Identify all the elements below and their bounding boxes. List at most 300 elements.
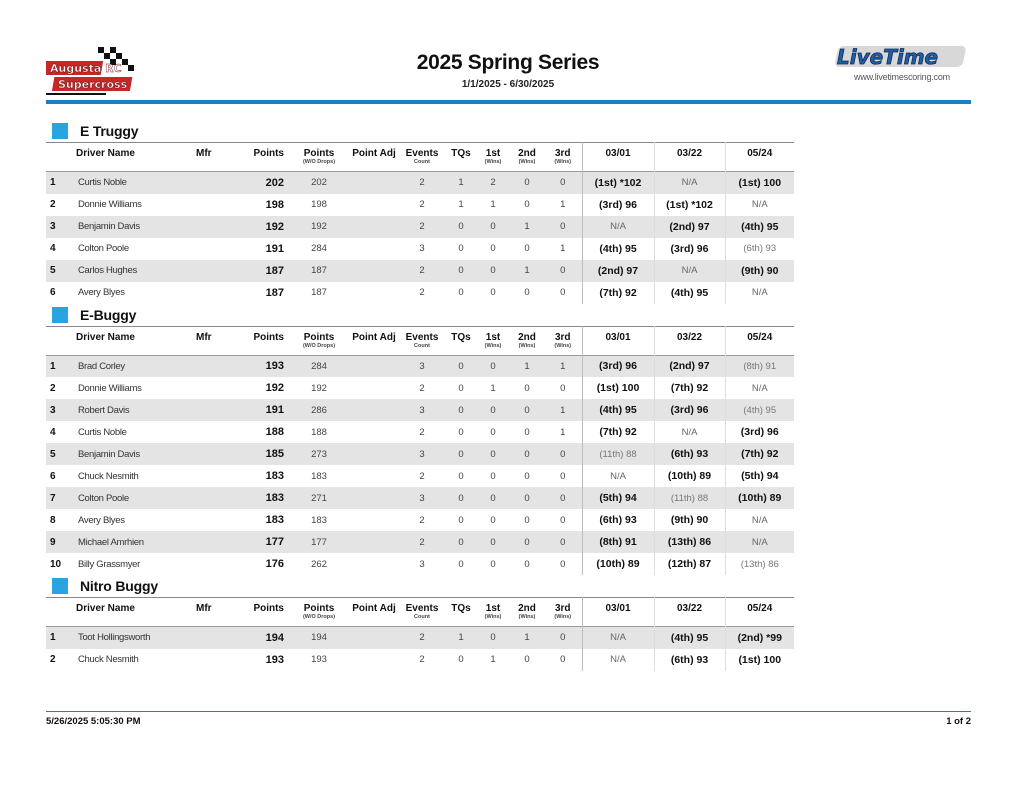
cell-events: 2 [419,470,425,482]
col-header-third-sublabel: (Wins) [554,159,572,165]
cell-second: 0 [524,470,530,482]
cell-mfr [196,399,242,421]
table-row [46,399,794,421]
cell-point-adj [350,194,398,216]
cell-point-adj [350,355,398,377]
cell-race-result: (4th) 95 [725,216,794,238]
page-number: 1 of 2 [946,716,971,727]
cell-points-wo-drops: 187 [288,260,350,282]
cell-second: 0 [524,558,530,570]
cell-points: 176 [265,558,284,570]
cell-mfr [196,649,242,671]
col-header-points-wo-drops [288,143,350,172]
cell-third: 0 [544,172,582,194]
table-header-row [46,326,794,355]
cell-race-result: (3rd) 96 [654,399,725,421]
cell-points-wo-drops: 262 [311,558,327,570]
cell-tqs: 1 [458,199,464,210]
cell-events: 2 [419,426,425,438]
cell-race-result: (5th) 94 [741,470,779,482]
cell-tqs: 0 [458,654,464,665]
cell-first: 2 [476,172,510,194]
class-title: Nitro Buggy [80,578,158,594]
cell-point-adj [350,399,398,421]
cell-race-result: N/A [751,287,768,298]
cell-race-result: (6th) 93 [743,243,777,254]
cell-point-adj [350,377,398,399]
cell-events: 2 [419,287,425,298]
col-header-first [476,143,510,172]
standings-table [46,597,794,671]
table-row [46,355,794,377]
cell-point-adj [350,443,398,465]
cell-first: 0 [476,443,510,465]
col-header-point-adj [350,598,398,627]
report-title: 2025 Spring Series [416,51,600,74]
cell-events: 2 [419,199,425,210]
cell-third: 0 [544,509,582,531]
cell-race-result: (9th) 90 [654,509,725,531]
cell-driver-name: Michael Amrhien [76,531,196,553]
cell-race-result: (4th) 95 [654,627,725,649]
cell-second: 0 [524,243,530,254]
cell-race-result: (6th) 93 [654,649,725,671]
cell-points-wo-drops: 192 [288,216,350,238]
cell-tqs: 0 [446,531,476,553]
cell-points-wo-drops: 183 [311,470,327,482]
cell-position: 4 [50,426,56,438]
cell-point-adj [350,216,398,238]
col-header-events-label: Events [405,148,439,159]
col-header-first-sublabel: (Wins) [484,342,502,349]
col-header-first-label: 1st [485,331,501,343]
report-date-range: 1/1/2025 - 6/30/2025 [461,79,555,90]
cell-race-result: (2nd) 97 [582,260,654,282]
cell-points: 194 [242,627,288,649]
cell-second: 0 [510,443,544,465]
cell-mfr [196,194,242,216]
cell-events: 3 [398,399,446,421]
cell-first: 0 [490,426,496,438]
cell-point-adj [350,627,398,649]
cell-position: 4 [50,243,56,254]
svg-text:Supercross: Supercross [58,78,128,91]
col-header-driver [76,598,196,627]
col-header-driver [76,143,196,172]
cell-race-result: (1st) *102 [582,172,654,194]
col-header-second [510,326,544,355]
col-header-events-label: Events [405,331,439,343]
class-section-header [46,575,796,597]
cell-events: 2 [398,627,446,649]
col-header-third [544,598,582,627]
col-header-second-label: 2nd [518,603,536,614]
col-header-third-label: 3rd [554,148,571,159]
cell-mfr [196,509,242,531]
col-header-events [398,143,446,172]
cell-second: 0 [510,399,544,421]
cell-events: 2 [398,531,446,553]
cell-points: 183 [265,470,284,482]
cell-mfr [196,553,242,575]
cell-race-result: (3rd) 96 [582,355,654,377]
cell-third: 1 [544,355,582,377]
cell-position: 10 [50,558,62,570]
cell-race-result: (8th) 91 [725,355,794,377]
cell-points-wo-drops: 198 [311,199,327,210]
cell-point-adj [350,421,398,443]
cell-points-wo-drops: 271 [288,487,350,509]
col-header-race-date: 05/24 [747,331,773,343]
cell-race-result: N/A [582,649,654,671]
cell-race-result: (1st) 100 [738,653,782,666]
cell-third: 1 [544,421,582,443]
cell-race-result: (2nd) 97 [654,355,725,377]
col-header-race-date: 03/01 [582,143,654,172]
col-header-driver-label: Driver Name [76,148,135,159]
cell-first: 0 [490,287,496,298]
cell-first: 0 [490,470,496,482]
cell-race-result: (11th) 88 [582,443,654,465]
table-row [46,649,794,671]
cell-mfr [196,238,242,260]
cell-tqs: 0 [446,443,476,465]
col-header-points-label: Points [253,148,284,159]
col-header-first-sublabel: (Wins) [484,159,502,165]
cell-race-result: (9th) 90 [725,260,794,282]
cell-tqs: 0 [458,558,464,570]
cell-driver-name: Robert Davis [76,399,196,421]
col-header-point-adj [350,326,398,355]
table-row [46,377,794,399]
col-header-second [510,143,544,172]
cell-mfr [196,282,242,304]
col-header-second-label: 2nd [518,148,536,159]
cell-mfr [196,172,242,194]
col-header-second-sublabel: (Wins) [518,342,536,349]
col-header-race-date: 03/01 [582,598,654,627]
cell-point-adj [350,260,398,282]
cell-race-result: (7th) 92 [582,282,654,304]
cell-race-result: (7th) 92 [582,421,654,443]
cell-events: 3 [398,443,446,465]
cell-first: 1 [490,654,496,665]
col-header-race-date: 03/01 [582,326,654,355]
cell-points-wo-drops: 177 [288,531,350,553]
table-row [46,553,794,575]
cell-race-result: (7th) 92 [725,443,794,465]
cell-second: 0 [524,654,530,665]
cell-points: 187 [265,286,284,299]
cell-events: 2 [419,382,425,394]
cell-points: 177 [242,531,288,553]
col-header-third [544,143,582,172]
col-header-mfr [196,143,242,172]
cell-points-wo-drops: 284 [288,355,350,377]
col-header-points-wo-drops-sublabel: (W/O Drops) [302,614,336,620]
col-header-points-wo-drops [288,598,350,627]
class-section-header [46,304,796,326]
col-header-points-label: Points [253,603,284,614]
cell-tqs: 0 [446,487,476,509]
cell-mfr [196,627,242,649]
col-header-mfr-label: Mfr [196,603,212,614]
cell-tqs: 1 [446,627,476,649]
class-color-marker [52,578,68,594]
col-header-pos [46,598,76,627]
col-header-tqs [446,326,476,355]
col-header-pos [46,326,76,355]
table-row [46,627,794,649]
cell-position: 2 [50,382,56,394]
cell-driver-name: Benjamin Davis [76,443,196,465]
table-row [46,194,794,216]
class-section-header [46,120,796,142]
cell-mfr [196,355,242,377]
cell-position: 3 [46,399,76,421]
col-header-driver [76,326,196,355]
cell-race-result: N/A [751,199,768,210]
cell-position: 8 [50,514,56,526]
col-header-second [510,598,544,627]
cell-position: 1 [46,172,76,194]
cell-driver-name: Chuck Nesmith [78,654,139,665]
cell-position: 6 [50,470,56,482]
cell-position: 6 [50,287,56,298]
cell-position: 5 [46,260,76,282]
col-header-mfr [196,598,242,627]
col-header-events-sublabel: Count [414,342,430,349]
col-header-first-label: 1st [485,148,501,159]
col-header-points [242,598,288,627]
cell-points: 183 [242,487,288,509]
cell-third: 0 [544,260,582,282]
cell-third: 0 [544,443,582,465]
cell-driver-name: Toot Hollingsworth [76,627,196,649]
col-header-points-wo-drops-sublabel: (W/O Drops) [302,159,336,165]
cell-events: 3 [398,487,446,509]
col-header-race-date: 03/22 [654,598,725,627]
col-header-first-label: 1st [485,603,501,614]
cell-events: 2 [419,514,425,526]
print-timestamp: 5/26/2025 5:05:30 PM [46,716,141,727]
cell-race-result: N/A [725,531,794,553]
col-header-third-sublabel: (Wins) [554,614,572,620]
col-header-tqs [446,598,476,627]
col-header-points-wo-drops-label: Points [303,603,335,614]
cell-second: 0 [524,199,530,210]
col-header-points-wo-drops-label: Points [303,148,335,159]
class-title: E Truggy [80,123,139,139]
cell-point-adj [350,509,398,531]
cell-tqs: 1 [446,172,476,194]
cell-tqs: 0 [458,426,464,438]
class-color-marker [52,307,68,323]
cell-driver-name: Colton Poole [78,243,129,254]
col-header-third-sublabel: (Wins) [554,342,572,349]
cell-race-result: (1st) 100 [582,377,654,399]
header-divider [46,100,971,104]
cell-race-result: (3rd) 96 [654,238,725,260]
footer-divider [46,711,971,712]
cell-points-wo-drops: 286 [288,399,350,421]
cell-second: 0 [510,172,544,194]
cell-events: 2 [398,172,446,194]
cell-third: 1 [544,194,582,216]
col-header-points [242,143,288,172]
cell-first: 0 [476,627,510,649]
cell-points-wo-drops: 183 [311,514,327,526]
cell-events: 2 [398,216,446,238]
col-header-mfr-label: Mfr [196,148,212,159]
cell-points-wo-drops: 193 [311,654,327,665]
cell-position: 1 [46,627,76,649]
cell-events: 3 [419,558,425,570]
cell-first: 0 [476,216,510,238]
cell-points: 193 [242,355,288,377]
cell-race-result: (10th) 89 [725,487,794,509]
cell-mfr [196,465,242,487]
cell-driver-name: Avery Blyes [78,287,125,298]
col-header-points-wo-drops-label: Points [303,331,335,343]
col-header-mfr-label: Mfr [196,331,212,343]
cell-race-result: (3rd) 96 [582,194,654,216]
cell-events: 3 [419,243,425,254]
cell-race-result: N/A [751,514,768,526]
cell-tqs: 0 [458,382,464,394]
livetime-brand-icon [833,44,971,70]
col-header-driver-label: Driver Name [76,603,135,614]
cell-tqs: 0 [458,287,464,298]
cell-tqs: 0 [446,260,476,282]
svg-text:LiveTime: LiveTime [837,45,939,69]
cell-race-result: (7th) 92 [654,377,725,399]
cell-driver-name: Colton Poole [76,487,196,509]
cell-race-result: (2nd) *99 [725,627,794,649]
cell-points-wo-drops: 202 [288,172,350,194]
standings-sections [46,120,796,671]
cell-race-result: (5th) 94 [582,487,654,509]
cell-points: 183 [265,514,284,526]
col-header-events-sublabel: Count [414,159,430,165]
cell-second: 0 [524,426,530,438]
cell-race-result: N/A [582,216,654,238]
col-header-second-sublabel: (Wins) [518,159,536,165]
cell-driver-name: Benjamin Davis [76,216,196,238]
cell-point-adj [350,465,398,487]
cell-race-result: (8th) 91 [582,531,654,553]
cell-third: 0 [544,531,582,553]
cell-third: 0 [544,465,582,487]
table-row [46,216,794,238]
cell-first: 0 [490,243,496,254]
cell-driver-name: Brad Corley [76,355,196,377]
col-header-events-sublabel: Count [414,614,430,620]
cell-driver-name: Donnie Williams [78,199,142,210]
cell-point-adj [350,487,398,509]
livetime-logo [832,44,972,92]
col-header-race-date: 03/22 [654,326,725,355]
cell-points-wo-drops: 284 [311,243,327,254]
col-header-driver-label: Driver Name [76,331,135,343]
cell-first: 0 [476,355,510,377]
table-header-row [46,143,794,172]
cell-points-wo-drops: 187 [311,287,327,298]
class-color-marker [52,123,68,139]
cell-driver-name: Billy Grassmyer [78,558,141,570]
col-header-first [476,326,510,355]
cell-points-wo-drops: 188 [311,426,327,438]
standings-table [46,142,794,304]
cell-race-result: (4th) 95 [582,238,654,260]
table-row [46,238,794,260]
col-header-first-sublabel: (Wins) [484,614,502,620]
col-header-tqs [446,143,476,172]
cell-position: 1 [46,355,76,377]
cell-first: 0 [476,399,510,421]
cell-points: 191 [242,399,288,421]
cell-position: 2 [50,654,56,665]
table-row [46,487,794,509]
cell-position: 2 [50,199,56,210]
cell-second: 1 [510,260,544,282]
cell-second: 1 [510,627,544,649]
col-header-points-label: Points [253,331,284,343]
cell-position: 7 [46,487,76,509]
col-header-points-wo-drops [288,326,350,355]
cell-first: 0 [476,260,510,282]
cell-first: 0 [490,558,496,570]
cell-events: 3 [398,355,446,377]
cell-race-result: N/A [654,260,725,282]
col-header-race-date: 03/22 [654,143,725,172]
col-header-events-label: Events [405,603,439,614]
col-header-point-adj-label: Point Adj [352,603,396,614]
cell-race-result: (4th) 95 [725,399,794,421]
cell-events: 2 [419,654,425,665]
cell-mfr [196,216,242,238]
col-header-tqs-label: TQs [451,148,471,159]
cell-race-result: (4th) 95 [582,399,654,421]
col-header-events [398,598,446,627]
table-row [46,260,794,282]
cell-driver-name: Avery Blyes [78,514,125,526]
cell-driver-name: Chuck Nesmith [78,470,139,482]
col-header-second-sublabel: (Wins) [518,614,536,620]
table-row [46,282,794,304]
cell-mfr [196,377,242,399]
cell-point-adj [350,649,398,671]
cell-third: 0 [544,216,582,238]
cell-second: 1 [510,355,544,377]
table-row [46,172,794,194]
svg-text:Augusta RC: Augusta RC [50,62,122,75]
cell-mfr [196,531,242,553]
cell-third: 1 [544,238,582,260]
table-row [46,531,794,553]
cell-race-result: (6th) 93 [582,509,654,531]
cell-race-result: N/A [582,465,654,487]
table-row [46,509,794,531]
cell-points: 191 [265,242,284,255]
cell-third: 0 [544,649,582,671]
cell-first: 0 [476,487,510,509]
cell-points: 192 [242,216,288,238]
cell-points-wo-drops: 192 [311,382,327,394]
cell-race-result: (10th) 89 [654,465,725,487]
col-header-points [242,326,288,355]
col-header-tqs-label: TQs [451,603,471,614]
